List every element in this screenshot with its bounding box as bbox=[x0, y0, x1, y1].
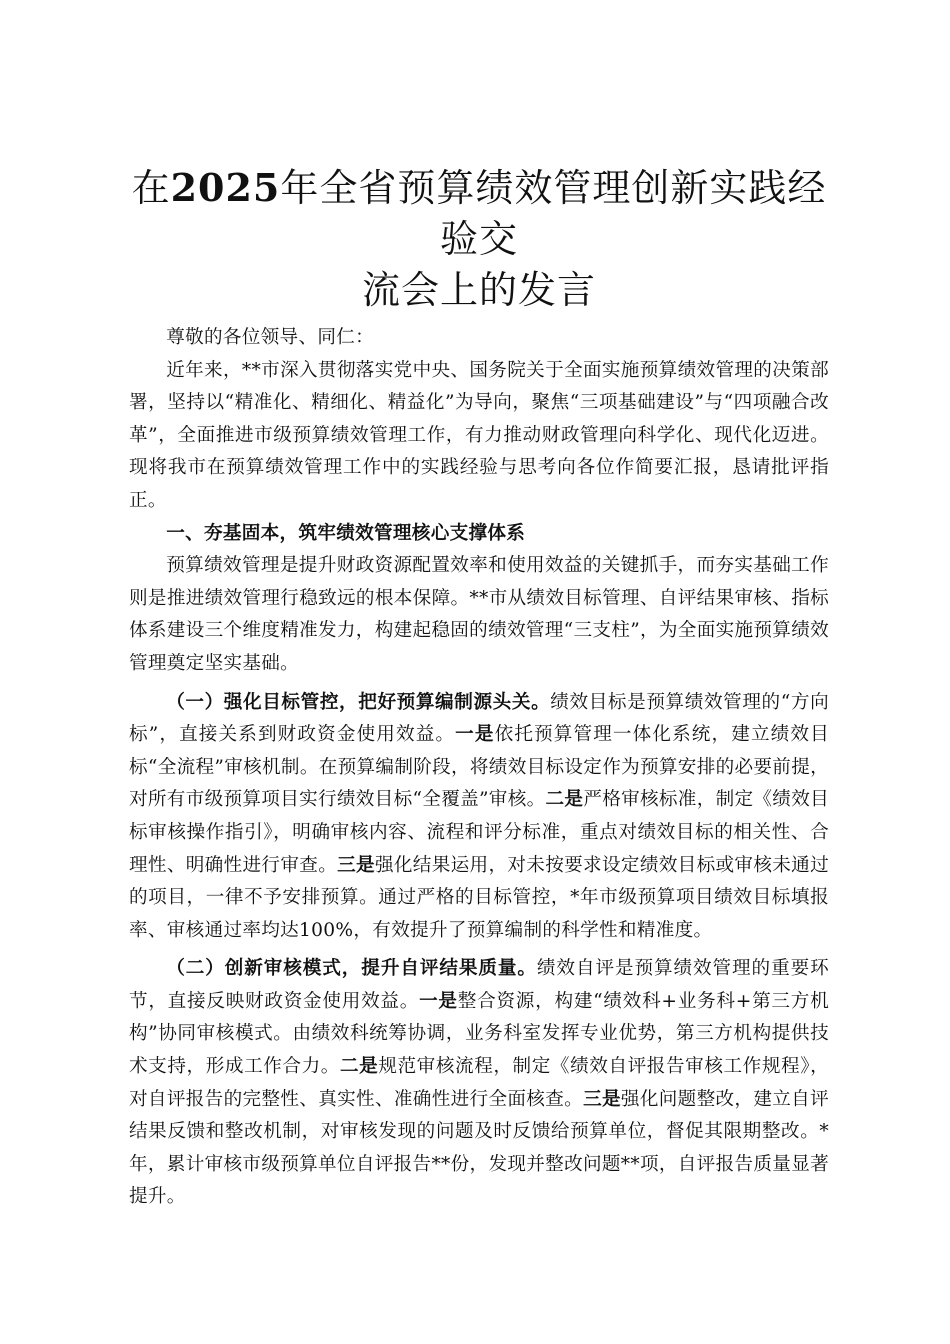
section-heading: 一、夯基固本，筑牢绩效管理核心支撑体系 bbox=[166, 522, 526, 544]
marker-third: 三是 bbox=[337, 854, 375, 876]
marker-first: 一是 bbox=[455, 724, 495, 746]
subsection-2-point-2: 规范审核流程，制定《绩效自评报告审核工作规程》，对自评报告的完整性、真实性、准确性进行全面核查。 bbox=[129, 1056, 829, 1110]
subsection-1-point-3: 强化结果运用，对未按要求设定绩效目标或审核未通过的项目，一律不予安排预算。通过严格的目标管控，*年市级预算项目绩效目标填报率、审核通过率均达100%，有效提升了预算编制的科学性和精准度。 bbox=[129, 854, 829, 941]
section-paragraph: 预算绩效管理是提升财政资源配置效率和使用效益的关键抓手，而夯实基础工作则是推进绩效管理行稳致远的根本保障。**市从绩效目标管理、自评结果审核、指标体系建设三个维度精准发力，构建起稳固的绩效管理“三支柱”，为全面实施预算绩效管理奠定坚实基础。 bbox=[129, 555, 829, 674]
subsection-2-text: 绩效自评是预算绩效管理的重要环节，直接反映财政资金使用效益。 bbox=[129, 958, 829, 1012]
subsection-2-point-1: 整合资源，构建“绩效科+业务科+第三方机构”协同审核模式。由绩效科统筹协调，业务科室发挥专业优势，第三方机构提供技术支持，形成工作合力。 bbox=[129, 990, 829, 1078]
marker-third: 三是 bbox=[583, 1088, 621, 1110]
subsection-1-point-1: 依托预算管理一体化系统，建立绩效目标“全流程”审核机制。在预算编制阶段，将绩效目标设定作为预算安排的必要前提，对所有市级预算项目实行绩效目标“全覆盖”审核。 bbox=[129, 724, 829, 811]
subsection-2-point-3: 强化问题整改，建立自评结果反馈和整改机制，对审核发现的问题及时反馈给预算单位，督促其限期整改。*年，累计审核市级预算单位自评报告**份，发现并整改问题**项，自评报告质量显著提升。 bbox=[129, 1088, 829, 1208]
subsection-1-paragraph bbox=[129, 687, 829, 948]
subsection-1-heading: （一）强化目标管控，把好预算编制源头关。 bbox=[166, 691, 551, 713]
marker-second: 二是 bbox=[545, 789, 584, 811]
document-title bbox=[129, 0, 829, 316]
title-prefix: 在 bbox=[131, 166, 171, 210]
marker-second: 二是 bbox=[339, 1056, 379, 1078]
title-year: 2025 bbox=[170, 165, 281, 210]
intro-paragraph: 近年来，**市深入贯彻落实党中央、国务院关于全面实施预算绩效管理的决策部署，坚持以“精准化、精细化、精益化”为导向，聚焦“三项基础建设”与“四项融合改革”，全面推进市级预算绩效管理工作，有力推动财政管理向科学化、现代化迈进。现将我市在预算绩效管理工作中的实践经验与思考向各位作简要汇报，恳请批评指正。 bbox=[129, 359, 829, 511]
salutation: 尊敬的各位领导、同仁： bbox=[166, 327, 375, 348]
title-line1-rest: 年全省预算绩效管理创新实践经验交 bbox=[280, 166, 827, 261]
subsection-1-text: 绩效目标是预算绩效管理的“方向标”，直接关系到财政资金使用效益。 bbox=[129, 691, 829, 746]
subsection-2-paragraph bbox=[129, 953, 829, 1214]
subsection-2-heading: （二）创新审核模式，提升自评结果质量。 bbox=[166, 958, 537, 980]
marker-first: 一是 bbox=[419, 990, 458, 1012]
title-line2: 流会上的发言 bbox=[361, 268, 596, 312]
document-body bbox=[129, 322, 829, 1214]
subsection-1-point-2: 严格审核标准，制定《绩效目标审核操作指引》，明确审核内容、流程和评分标准，重点对绩效目标的相关性、合理性、明确性进行审查。 bbox=[129, 789, 829, 876]
